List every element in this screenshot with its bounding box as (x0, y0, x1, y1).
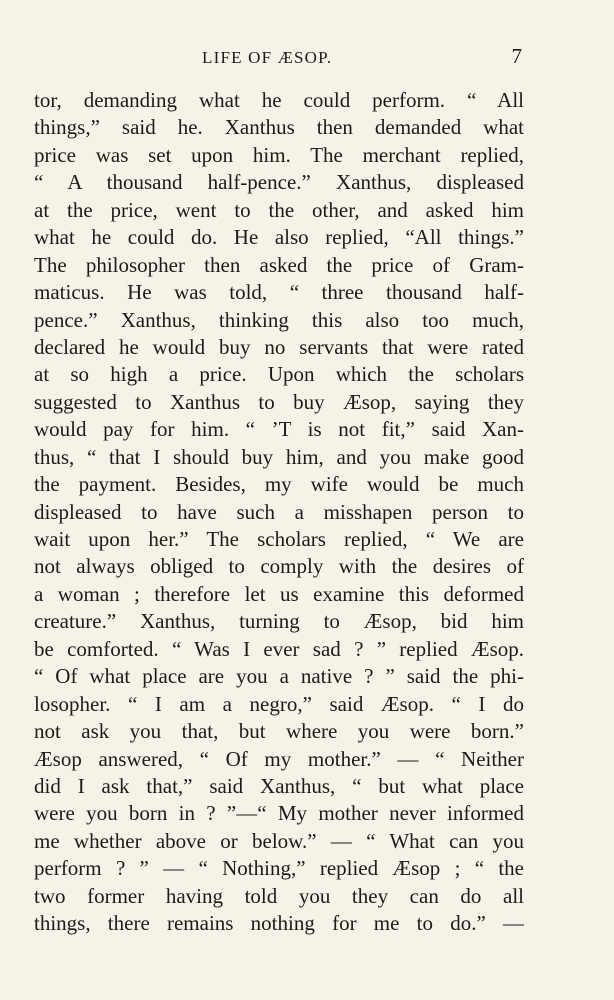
text-line: what he could do. He also replied, “All things.” (34, 225, 524, 250)
text-line: me whether above or below.” — “ What can you (34, 828, 524, 853)
text-line: the payment. Besides, my wife would be much (34, 472, 524, 497)
text-line: tor, demanding what he could perform. “ All (34, 88, 524, 112)
running-title: LIFE OF ÆSOP. (202, 48, 333, 67)
text-line: two former having told you they can do all (34, 883, 524, 908)
text-line: displeased to have such a misshapen person to (34, 499, 524, 524)
text-line: a woman ; therefore let us examine this deformed (34, 581, 524, 606)
text-line: creature.” Xanthus, turning to Æsop, bid him (34, 609, 524, 634)
text-line: pence.” Xanthus, thinking this also too much, (34, 307, 524, 332)
text-line: “ Of what place are you a native ? ” said the phi- (34, 664, 524, 689)
text-line: price was set upon him. The merchant replied, (34, 142, 524, 167)
text-line: wait upon her.” The scholars replied, “ We are (34, 527, 524, 551)
page-number: 7 (511, 44, 522, 68)
text-line: “ A thousand half-pence.” Xanthus, displeased (34, 170, 524, 195)
text-line: declared he would buy no servants that were rated (34, 334, 524, 359)
text-line: The philosopher then asked the price of Gram- (34, 252, 524, 277)
text-line: not ask you that, but where you were born.” (34, 719, 524, 744)
body-text (34, 87, 524, 938)
text-line: did I ask that,” said Xanthus, “ but what place (34, 773, 524, 798)
text-line: at so high a price. Upon which the scholars (34, 362, 524, 387)
text-line: things,” said he. Xanthus then demanded what (34, 115, 524, 140)
text-line: be comforted. “ Was I ever sad ? ” replied Æsop. (34, 636, 524, 661)
text-line: suggested to Xanthus to buy Æsop, saying they (34, 389, 524, 414)
text-line: Æsop answered, “ Of my mother.” — “ Neither (34, 746, 524, 771)
text-line: thus, “ that I should buy him, and you make good (34, 444, 524, 469)
text-line: things, there remains nothing for me to do.” — (34, 911, 524, 936)
text-line: were you born in ? ”—“ My mother never informed (34, 801, 524, 826)
text-line: perform ? ” — “ Nothing,” replied Æsop ; “ the (34, 856, 524, 881)
text-line: maticus. He was told, “ three thousand half- (34, 280, 524, 305)
text-line: not always obliged to comply with the desires of (34, 554, 524, 579)
text-line: losopher. “ I am a negro,” said Æsop. “ I do (34, 691, 524, 716)
text-line: would pay for him. “ ’T is not fit,” said Xan- (34, 417, 524, 442)
text-line: at the price, went to the other, and asked him (34, 197, 524, 222)
running-head (34, 42, 524, 70)
